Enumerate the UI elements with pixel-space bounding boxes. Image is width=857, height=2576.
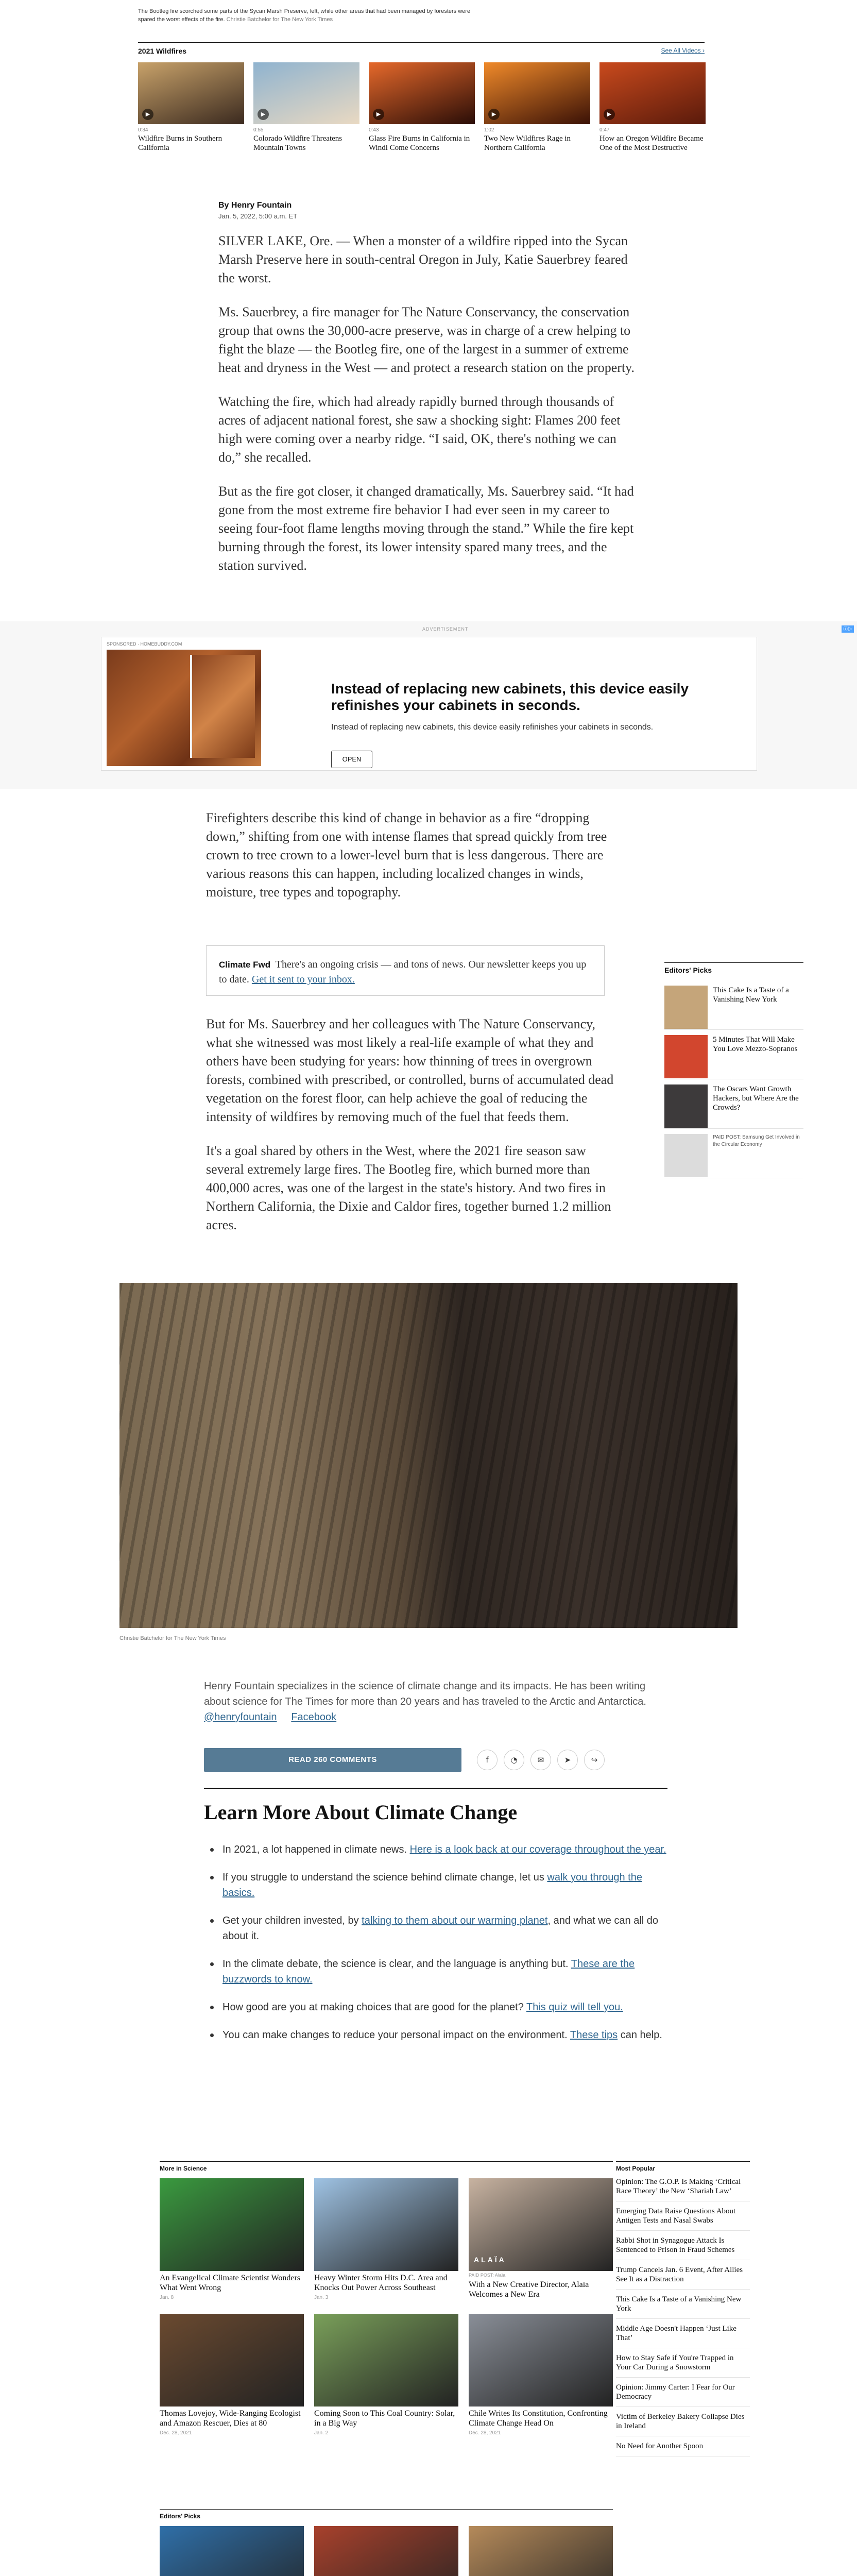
editors-pick-item[interactable] (664, 1079, 803, 1129)
video-duration: 0:34 (138, 127, 148, 133)
strip-title: 2021 Wildfires (138, 47, 187, 55)
most-popular-item[interactable]: Middle Age Doesn't Happen ‘Just Like That’ (616, 2319, 750, 2348)
item-text-after: can help. (618, 2029, 662, 2041)
photo-caption (138, 7, 478, 24)
editors-pick-item[interactable] (664, 1030, 803, 1079)
more-in-science-title: More in Science (160, 2161, 613, 2172)
play-icon[interactable]: ▶ (373, 109, 384, 120)
editors-picks-bottom (160, 2509, 613, 2576)
editors-picks-sidebar (664, 962, 803, 1178)
editors-picks-title: Editors' Picks (664, 962, 803, 974)
pick-thumbnail[interactable] (664, 1035, 708, 1078)
article-body-1 (218, 232, 641, 590)
video-caption[interactable]: Colorado Wildfire Threatens Mountain Towns (253, 134, 342, 152)
video-caption[interactable]: Glass Fire Burns in California in Windl Come Concerns (369, 134, 470, 152)
video-item[interactable] (599, 62, 706, 152)
learn-more-item (204, 1956, 667, 1987)
item-link[interactable]: Here is a look back at our coverage throughout the year. (409, 1844, 666, 1855)
pick-headline[interactable]: 5 Minutes That Will Make You Love Mezzo-Sopranos (713, 1036, 798, 1053)
caption-text: The Bootleg fire scorched some parts of the Sycan Marsh Preserve, left, while other areas that had been managed by foresters were spared the worst effects of the fire. (138, 8, 471, 23)
story-image[interactable] (160, 2314, 304, 2406)
video-thumbnail[interactable] (484, 62, 590, 124)
pick-thumbnail[interactable] (664, 1084, 708, 1128)
newsletter-title: Climate Fwd (219, 960, 271, 970)
newsletter-signup-link[interactable]: Get it sent to your inbox. (251, 974, 355, 985)
article-paragraph: It's a goal shared by others in the West, where the 2021 fire season saw several extremely large fires. The Bootleg fire, which burned more than 400,000 acres, was one of the largest in the state's history. And two fires in Northern California, the Dixie and Caldor fires, together burned 1.2 million acres. (206, 1143, 611, 1232)
story-headline[interactable]: Chile Writes Its Constitution, Confronting Climate Change Head On (469, 2409, 608, 2428)
most-popular-item[interactable]: Opinion: The G.O.P. Is Making ‘Critical Race Theory’ the New ‘Shariah Law’ (616, 2172, 750, 2201)
item-link[interactable]: talking to them about our warming planet (362, 1915, 548, 1926)
article-paragraph: SILVER LAKE, Ore. — When a monster of a wildfire ripped into the Sycan Marsh Preserve here in south-central Oregon in July, Katie Sauerbrey feared the worst. (218, 233, 628, 285)
item-text-after: , and what we can all do about it. (222, 1915, 659, 1942)
see-all-videos-link[interactable]: See All Videos › (661, 47, 705, 54)
learn-more-module (204, 1788, 667, 2055)
article-paragraph: Watching the fire, which had already rapidly burned through thousands of acres of adjacent national forest, she saw a shocking sight: Flames 200 feet high were coming over a nearby ridge. “I said, OK, there's nothing we can do,” she recalled. (218, 394, 621, 465)
editors-picks-bottom-title: Editors' Picks (160, 2509, 613, 2520)
story-image[interactable] (314, 2178, 458, 2271)
bio-text: Henry Fountain specializes in the science of climate change and its impacts. He has been writing about science for The Times for more than 20 years and has traveled to the Arctic and Antarctica. (204, 1681, 646, 1707)
most-popular-item[interactable]: Emerging Data Raise Questions About Antigen Tests and Nasal Swabs (616, 2201, 750, 2231)
pick-thumbnail[interactable] (664, 1134, 708, 1177)
article-paragraph: But for Ms. Sauerbrey and her colleagues with The Nature Conservancy, what she witnessed was most likely a real-life example of what they and others have been studying for years: how thinning of trees in overgrown forests, combined with prescribed, or controlled, burns of accumulated dead vegetation on the forest floor, can help achieve the goal of reducing the intensity of wildfires by removing much of the fuel that feeds them. (206, 1016, 614, 1124)
story-card[interactable] (160, 2526, 304, 2576)
most-popular-item[interactable]: Opinion: Jimmy Carter: I Fear for Our Democracy (616, 2378, 750, 2407)
ad-choices-icon[interactable]: ⓘ▷ (842, 625, 854, 633)
most-popular-item[interactable]: How to Stay Safe if You're Trapped in Your Car During a Snowstorm (616, 2348, 750, 2378)
video-item[interactable] (369, 62, 475, 152)
most-popular-title: Most Popular (616, 2161, 750, 2172)
learn-more-title: Learn More About Climate Change (204, 1801, 518, 1824)
ad-open-button[interactable]: OPEN (331, 751, 372, 768)
most-popular (616, 2161, 750, 2456)
video-item[interactable] (484, 62, 590, 152)
article-paragraph: But as the fire got closer, it changed dramatically, Ms. Sauerbrey said. “It had gone from the most extreme fire behavior I had ever seen in my career to seeing four-foot flame lengths moving through the stand.” While the fire kept burning through the forest, its lower intensity spared many trees, and the station survived. (218, 484, 634, 573)
story-card[interactable] (160, 2314, 304, 2436)
editors-pick-item[interactable] (664, 980, 803, 1030)
story-image[interactable] (160, 2178, 304, 2271)
read-comments-button[interactable]: READ 260 COMMENTS (204, 1748, 461, 1772)
learn-more-item (204, 1870, 667, 1901)
most-popular-item[interactable]: Rabbi Shot in Synagogue Attack Is Sentenced to Prison in Fraud Schemes (616, 2231, 750, 2260)
video-caption[interactable]: Two New Wildfires Rage in Northern California (484, 134, 571, 152)
story-card[interactable] (314, 2178, 458, 2300)
advertisement-banner (0, 621, 857, 789)
facebook-icon[interactable]: f (477, 1750, 498, 1770)
ad-sponsor: SPONSORED · HOMEBUDDY.COM (107, 641, 182, 647)
ad-card[interactable] (101, 637, 757, 771)
story-date: Jan. 3 (314, 2295, 329, 2300)
item-text: If you struggle to understand the science behind climate change, let us (222, 1872, 547, 1883)
learn-more-item (204, 2027, 667, 2043)
play-icon[interactable]: ▶ (258, 109, 269, 120)
divider (204, 1788, 667, 1789)
video-caption[interactable]: Wildfire Burns in Southern California (138, 134, 222, 152)
story-headline[interactable]: Thomas Lovejoy, Wide-Ranging Ecologist and Amazon Rescuer, Dies at 80 (160, 2409, 301, 2428)
ad-description: Instead of replacing new cabinets, this device easily refinishes your cabinets in seconds. (331, 723, 654, 732)
whatsapp-icon[interactable]: ◔ (504, 1750, 524, 1770)
item-link[interactable]: These tips (570, 2029, 618, 2041)
most-popular-item[interactable]: No Need for Another Spoon (616, 2436, 750, 2456)
story-image[interactable] (314, 2314, 458, 2406)
story-card[interactable] (160, 2178, 304, 2300)
play-icon[interactable]: ▶ (142, 109, 153, 120)
ad-headline[interactable]: Instead of replacing new cabinets, this device easily refinishes your cabinets in seconds. (331, 681, 689, 713)
most-popular-item[interactable]: Trump Cancels Jan. 6 Event, After Allies See It as a Distraction (616, 2260, 750, 2290)
learn-more-item (204, 1999, 667, 2015)
story-card[interactable] (469, 2526, 613, 2576)
article-body-2 (206, 809, 618, 917)
story-headline[interactable]: Coming Soon to This Coal Country: Solar, in a Big Way (314, 2409, 455, 2428)
wildfire-video-strip (138, 42, 705, 152)
video-thumbnail[interactable] (253, 62, 359, 124)
most-popular-item[interactable]: This Cake Is a Taste of a Vanishing New York (616, 2290, 750, 2319)
item-text: In the climate debate, the science is clear, and the language is anything but. (222, 1958, 571, 1970)
comments-share-row (204, 1748, 662, 1772)
video-duration: 0:55 (253, 127, 264, 133)
twitter-icon[interactable]: ✉ (530, 1750, 551, 1770)
story-date: Dec. 28, 2021 (469, 2430, 501, 2436)
story-image[interactable] (314, 2526, 458, 2576)
facebook-link[interactable]: Facebook (291, 1711, 337, 1723)
video-duration: 0:47 (599, 127, 610, 133)
item-link[interactable]: This quiz will tell you. (526, 2002, 623, 2013)
play-icon[interactable]: ▶ (604, 109, 615, 120)
author-name[interactable]: By Henry Fountain (218, 201, 292, 210)
item-link[interactable]: These are the buzzwords to know. (222, 1958, 635, 1985)
video-duration: 0:43 (369, 127, 379, 133)
pick-headline[interactable]: This Cake Is a Taste of a Vanishing New York (713, 986, 789, 1004)
story-card[interactable] (314, 2314, 458, 2436)
video-caption[interactable]: How an Oregon Wildfire Became One of the Most Destructive (599, 134, 704, 152)
video-thumbnail[interactable] (138, 62, 244, 124)
item-text: In 2021, a lot happened in climate news. (222, 1844, 410, 1855)
story-card[interactable] (314, 2526, 458, 2576)
video-item[interactable] (138, 62, 244, 152)
photo-credit: Christie Batchelor for The New York Times (119, 1635, 226, 1641)
play-icon[interactable]: ▶ (488, 109, 500, 120)
article-photo (119, 1283, 738, 1628)
pick-headline[interactable]: PAID POST: Samsung Get Involved in the Circular Economy (713, 1134, 800, 1147)
story-image[interactable] (469, 2178, 613, 2271)
story-image[interactable] (469, 2526, 613, 2576)
item-text: How good are you at making choices that are good for the planet? (222, 2002, 527, 2013)
email-icon[interactable]: ➤ (557, 1750, 578, 1770)
story-headline[interactable]: An Evangelical Climate Scientist Wonders What Went Wrong (160, 2274, 301, 2292)
author-bio (204, 1679, 662, 1725)
learn-more-item (204, 1913, 667, 1944)
pick-thumbnail[interactable] (664, 986, 708, 1029)
video-duration: 1:02 (484, 127, 494, 133)
story-card[interactable] (469, 2314, 613, 2436)
item-text: You can make changes to reduce your personal impact on the environment. (222, 2029, 570, 2041)
story-image[interactable] (160, 2526, 304, 2576)
article-body-3 (206, 1015, 618, 1250)
newsletter-promo (206, 945, 605, 996)
ad-image-cabinet (190, 655, 255, 758)
video-thumbnail[interactable] (599, 62, 706, 124)
publish-date: Jan. 5, 2022, 5:00 a.m. ET (218, 212, 298, 220)
video-item[interactable] (253, 62, 359, 152)
item-text: Get your children invested, by (222, 1915, 362, 1926)
pick-headline[interactable]: The Oscars Want Growth Hackers, but Where Are the Crowds? (713, 1085, 799, 1112)
newsletter-text: There's an ongoing crisis — and tons of news. Our newsletter keeps you up to date. (219, 959, 587, 985)
most-popular-item[interactable]: Victim of Berkeley Bakery Collapse Dies in Ireland (616, 2407, 750, 2436)
share-icon[interactable]: ↪ (584, 1750, 605, 1770)
item-link[interactable]: walk you through the basics. (222, 1872, 642, 1899)
story-headline[interactable]: Heavy Winter Storm Hits D.C. Area and Knocks Out Power Across Southeast (314, 2274, 448, 2292)
learn-more-item (204, 1842, 667, 1857)
twitter-handle-link[interactable]: @henryfountain (204, 1711, 277, 1723)
story-date: Jan. 8 (160, 2295, 174, 2300)
story-date: Jan. 2 (314, 2430, 329, 2436)
story-headline[interactable]: With a New Creative Director, Alaïa Welcomes a New Era (469, 2280, 589, 2299)
editors-pick-item[interactable] (664, 1129, 803, 1178)
article-paragraph: Firefighters describe this kind of change in behavior as a fire “dropping down,” shifting from one with intense flames that spread quickly from tree crown to tree crown to a lower-level burn that is less dangerous. There are various reasons this can happen, including localized changes in winds, moisture, tree types and topography. (206, 810, 607, 900)
caption-credit: Christie Batchelor for The New York Times (226, 16, 333, 23)
story-credit: PAID POST: Alaïa (469, 2273, 506, 2278)
story-card[interactable] (469, 2178, 613, 2300)
byline (218, 201, 297, 220)
ad-label: ADVERTISEMENT (422, 626, 469, 632)
article-paragraph: Ms. Sauerbrey, a fire manager for The Nature Conservancy, the conservation group that owns the 30,000-acre preserve, was in charge of a crew helping to fight the blaze — the Bootleg fire, one of the largest in a summer of extreme heat and dryness in the West — and protect a research station on the property. (218, 304, 635, 375)
video-thumbnail[interactable] (369, 62, 475, 124)
story-image[interactable] (469, 2314, 613, 2406)
brand-logo: ALAÏA (474, 2256, 506, 2264)
story-date: Dec. 28, 2021 (160, 2430, 192, 2436)
